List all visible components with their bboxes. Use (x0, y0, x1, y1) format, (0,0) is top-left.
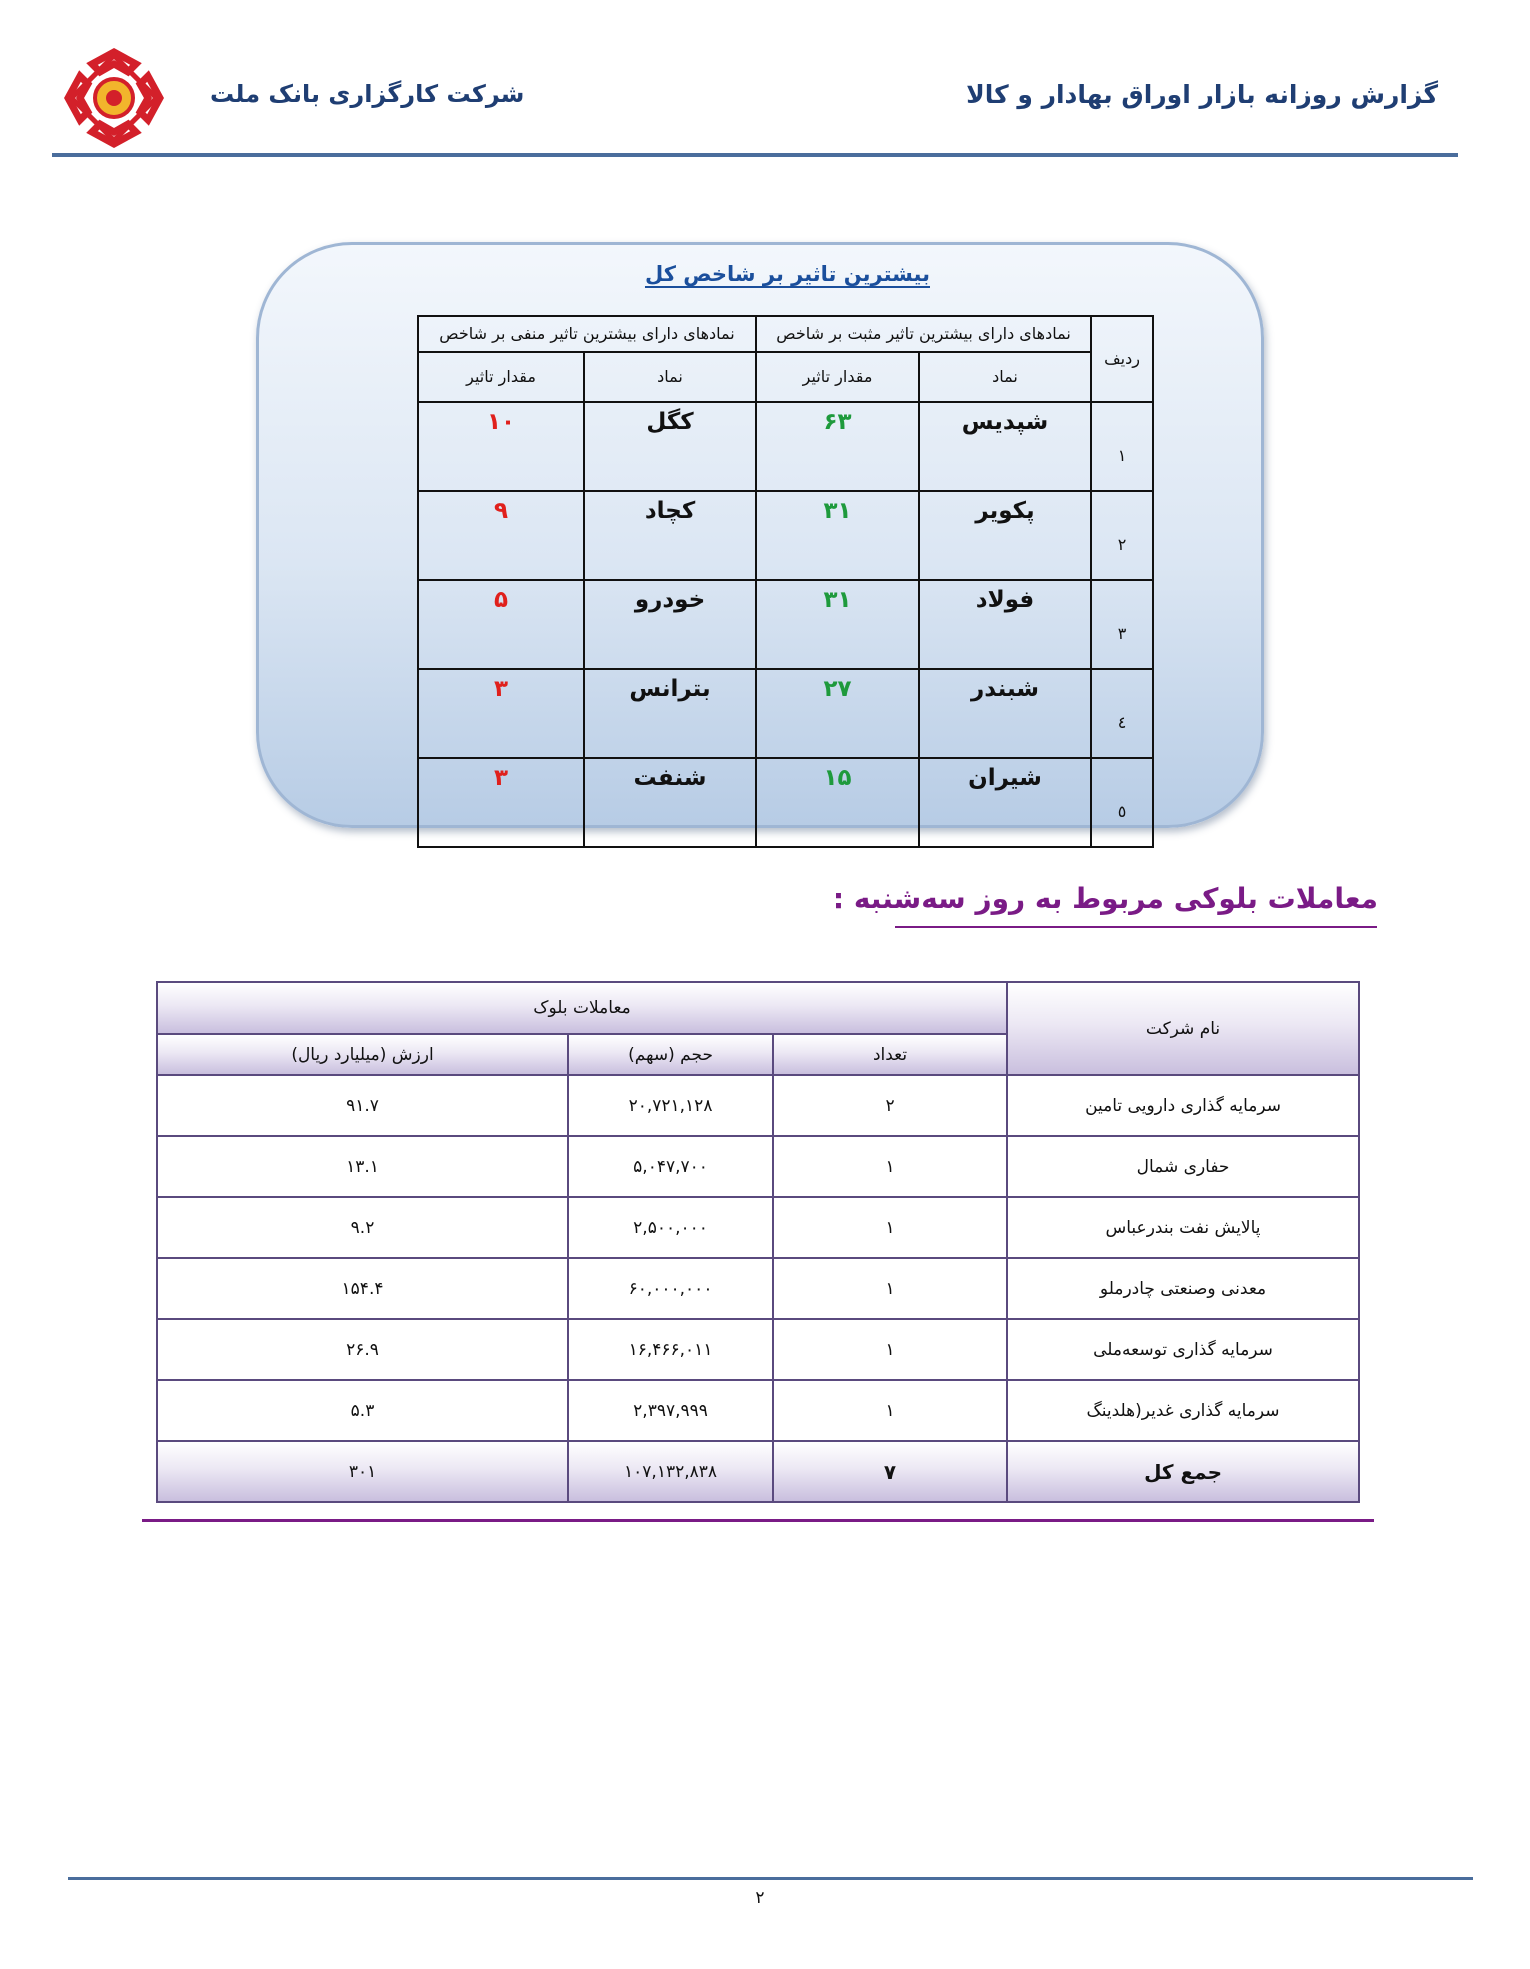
col-count-header: تعداد (773, 1034, 1007, 1075)
table-row (157, 1197, 1359, 1258)
report-title: گزارش روزانه بازار اوراق بهادار و کالا (966, 80, 1438, 109)
positive-amount: ۲۷ (756, 669, 919, 758)
block-trades-heading-underline (895, 926, 1377, 928)
volume-cell: ۲,۳۹۷,۹۹۹ (568, 1380, 773, 1441)
index-impact-table (417, 315, 1154, 848)
negative-amount: ۳ (418, 669, 584, 758)
footer-divider (68, 1877, 1473, 1880)
positive-amount: ۱۵ (756, 758, 919, 847)
table-row (418, 491, 1153, 580)
volume-cell: ۲,۵۰۰,۰۰۰ (568, 1197, 773, 1258)
table-row (418, 669, 1153, 758)
row-index: ٤ (1091, 669, 1153, 758)
table-row (418, 580, 1153, 669)
col-volume-header: حجم (سهم) (568, 1034, 773, 1075)
volume-cell: ۵,۰۴۷,۷۰۰ (568, 1136, 773, 1197)
col-company-header: نام شرکت (1007, 982, 1359, 1075)
col-positive-symbol-header: نماد (919, 352, 1091, 402)
table-row (418, 402, 1153, 491)
table-header-row (418, 316, 1153, 352)
count-cell: ۱ (773, 1258, 1007, 1319)
company-cell: حفاری شمال (1007, 1136, 1359, 1197)
row-index: ۱ (1091, 402, 1153, 491)
total-label: جمع کل (1007, 1441, 1359, 1502)
table-header-row (157, 982, 1359, 1034)
page-number: ۲ (755, 1888, 765, 1908)
value-cell: ۹۱.۷ (157, 1075, 568, 1136)
count-cell: ۲ (773, 1075, 1007, 1136)
col-row-header: ردیف (1091, 316, 1153, 402)
positive-symbol: فولاد (919, 580, 1091, 669)
col-positive-group-header: نمادهای دارای بیشترین تاثیر مثبت بر شاخص (756, 316, 1091, 352)
block-trades-table (156, 981, 1360, 1503)
table-total-row (157, 1441, 1359, 1502)
count-cell: ۱ (773, 1380, 1007, 1441)
section-divider (142, 1519, 1374, 1522)
block-trades-heading: معاملات بلوکی مربوط به روز سه‌شنبه : (832, 882, 1378, 915)
table-subheader-row (418, 352, 1153, 402)
volume-cell: ۲۰,۷۲۱,۱۲۸ (568, 1075, 773, 1136)
table-row (157, 1380, 1359, 1441)
company-cell: سرمایه گذاری دارویی تامین (1007, 1075, 1359, 1136)
col-negative-group-header: نمادهای دارای بیشترین تاثیر منفی بر شاخص (418, 316, 756, 352)
positive-symbol: شیران (919, 758, 1091, 847)
volume-cell: ۶۰,۰۰۰,۰۰۰ (568, 1258, 773, 1319)
volume-cell: ۱۶,۴۶۶,۰۱۱ (568, 1319, 773, 1380)
negative-amount: ۳ (418, 758, 584, 847)
negative-amount: ۱۰ (418, 402, 584, 491)
company-name: شرکت کارگزاری بانک ملت (210, 80, 525, 108)
row-index: ٥ (1091, 758, 1153, 847)
negative-symbol: شنفت (584, 758, 756, 847)
positive-symbol: شپدیس (919, 402, 1091, 491)
positive-amount: ۶۳ (756, 402, 919, 491)
positive-amount: ۳۱ (756, 491, 919, 580)
row-index: ۲ (1091, 491, 1153, 580)
col-value-header: ارزش (میلیارد ریال) (157, 1034, 568, 1075)
count-cell: ۱ (773, 1319, 1007, 1380)
col-block-group-header: معاملات بلوک (157, 982, 1007, 1034)
col-negative-symbol-header: نماد (584, 352, 756, 402)
negative-amount: ۹ (418, 491, 584, 580)
company-cell: پالایش نفت بندرعباس (1007, 1197, 1359, 1258)
positive-symbol: پکویر (919, 491, 1091, 580)
negative-symbol: بترانس (584, 669, 756, 758)
row-index: ۳ (1091, 580, 1153, 669)
total-count: ۷ (773, 1441, 1007, 1502)
total-volume: ۱۰۷,۱۳۲,۸۳۸ (568, 1441, 773, 1502)
col-positive-amount-header: مقدار تاثیر (756, 352, 919, 402)
table-row (157, 1319, 1359, 1380)
col-negative-amount-header: مقدار تاثیر (418, 352, 584, 402)
value-cell: ۵.۳ (157, 1380, 568, 1441)
value-cell: ۱۳.۱ (157, 1136, 568, 1197)
company-cell: معدنی وصنعتی چادرملو (1007, 1258, 1359, 1319)
table-row (157, 1075, 1359, 1136)
negative-symbol: کچاد (584, 491, 756, 580)
table-row (157, 1258, 1359, 1319)
company-cell: سرمایه گذاری غدیر(هلدینگ (1007, 1380, 1359, 1441)
header-divider (52, 153, 1458, 157)
negative-symbol: خودرو (584, 580, 756, 669)
positive-symbol: شبندر (919, 669, 1091, 758)
negative-amount: ۵ (418, 580, 584, 669)
value-cell: ۹.۲ (157, 1197, 568, 1258)
negative-symbol: کگل (584, 402, 756, 491)
table-row (157, 1136, 1359, 1197)
positive-amount: ۳۱ (756, 580, 919, 669)
index-impact-title: بیشترین تاثیر بر شاخص کل (644, 262, 930, 286)
count-cell: ۱ (773, 1197, 1007, 1258)
company-cell: سرمایه گذاری توسعه‌ملی (1007, 1319, 1359, 1380)
value-cell: ۱۵۴.۴ (157, 1258, 568, 1319)
total-value: ۳۰۱ (157, 1441, 568, 1502)
count-cell: ۱ (773, 1136, 1007, 1197)
table-row (418, 758, 1153, 847)
company-logo (62, 46, 166, 150)
value-cell: ۲۶.۹ (157, 1319, 568, 1380)
